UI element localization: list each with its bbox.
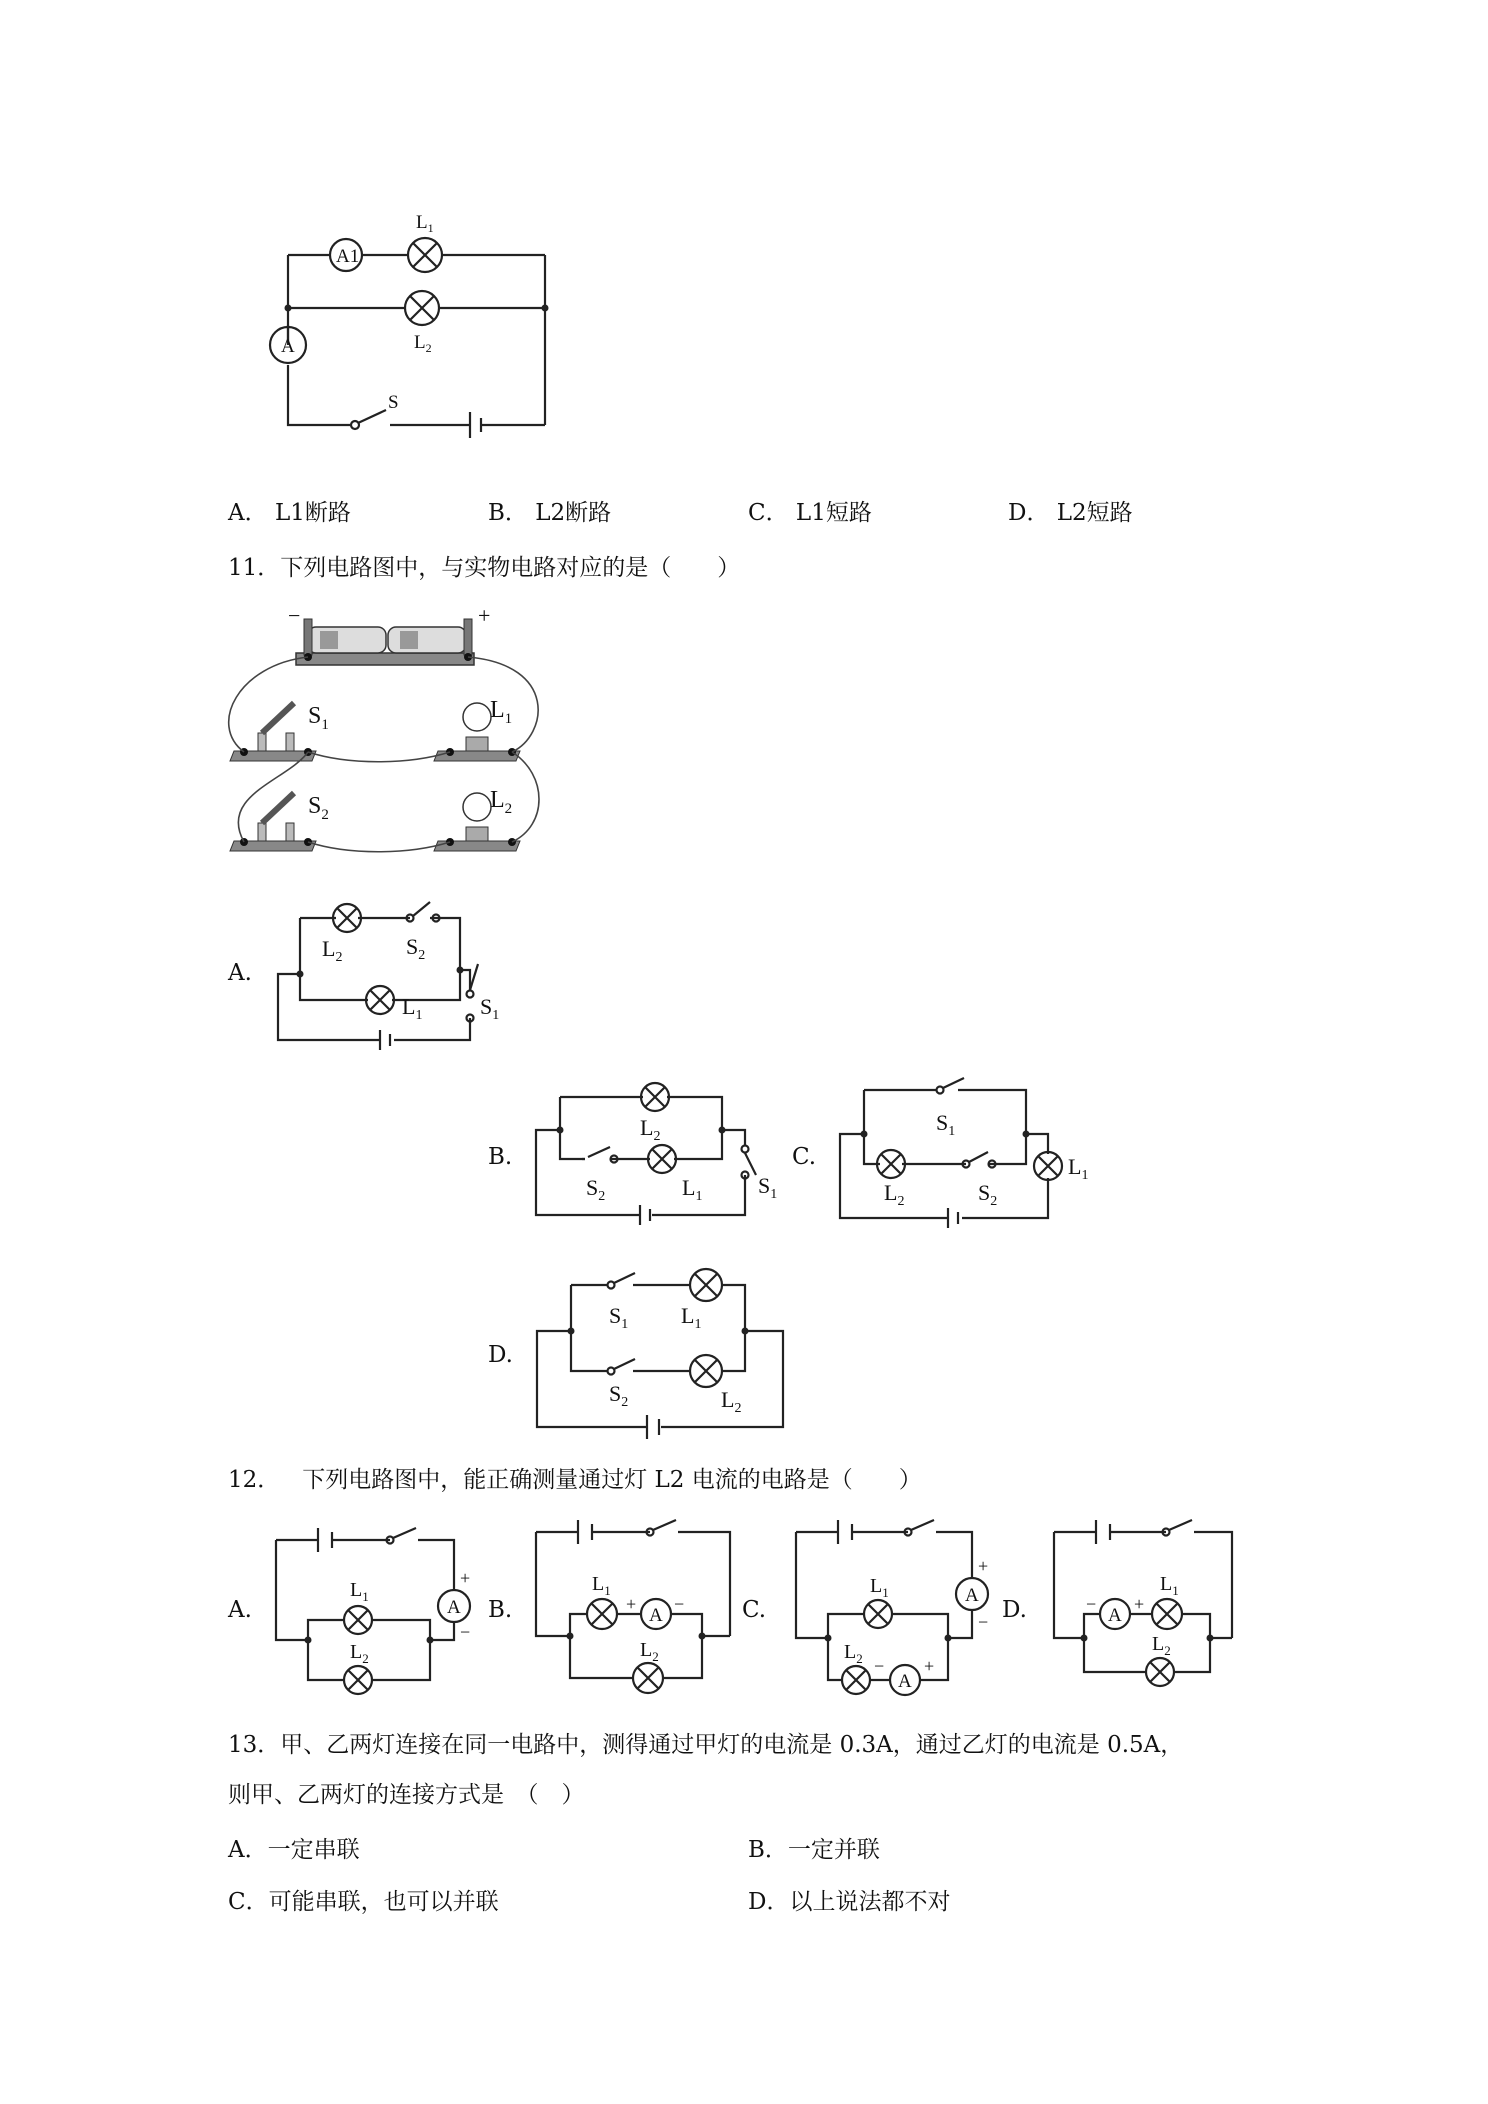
lamp-l2 [344,1666,372,1694]
s1-label: $S_1$ [758,1173,778,1202]
lamp-l1 [690,1269,722,1301]
q13-stem-line2: 则甲、乙两灯的连接方式是 （ ） [228,1782,585,1808]
l1-label: $L_1$ [1068,1154,1089,1183]
option-text: L2短路 [1056,500,1133,526]
question-text: 甲、乙两灯连接在同一电路中，测得通过甲灯的电流是 0.3A，通过乙灯的电流是 0.5A， [280,1732,1184,1758]
q12-option-c-label[interactable]: C. [742,1597,767,1623]
q11-option-d-circuit[interactable] [535,1265,795,1435]
switch-s-label: S [388,392,399,413]
switch-s1-label: $S_1$ [308,703,329,733]
option-key: D． [1008,500,1050,526]
battery [380,1030,390,1050]
lamp-l1 [408,238,442,272]
switch [1163,1520,1193,1536]
s2-label: $S_2$ [406,934,426,963]
l1-label: $L_1$ [350,1579,369,1604]
l2-label: $L_2$ [640,1115,661,1144]
option-text: 以上说法都不对 [789,1889,951,1915]
svg-text:A: A [898,1671,912,1692]
option-key: C． [228,1889,269,1915]
battery [948,1208,958,1228]
option-text: 一定并联 [787,1837,880,1863]
lamp-l1 [366,986,394,1014]
l2-label: $L_2$ [844,1641,863,1666]
battery-minus-label: − [288,603,301,628]
lamp-l2 [877,1150,905,1178]
lamp-l2 [633,1663,663,1693]
option-key: C． [748,500,789,526]
l2-label: $L_2$ [884,1180,905,1209]
lamp-l1 [648,1145,676,1173]
q10-circuit-figure [270,210,510,413]
q11-option-a-circuit[interactable] [270,890,510,1060]
battery [838,1520,852,1544]
question-number: 11． [228,555,281,581]
q11-option-a-label[interactable]: A. [228,960,252,986]
option-text: L2断路 [535,500,612,526]
ammeter [1100,1599,1130,1629]
option-text: L1短路 [795,500,872,526]
option-text: 可能串联，也可以并联 [268,1889,499,1915]
option-key: D． [748,1889,790,1915]
l2-label: $L_2$ [721,1387,742,1416]
question-text: 下列电路图中，与实物电路对应的是（ ） [280,555,741,581]
l1-label: $L_1$ [681,1303,702,1332]
lamp-l1 [864,1600,892,1628]
minus-terminal: − [874,1656,885,1676]
svg-text:A: A [649,1605,663,1626]
lamp-l2 [405,291,439,325]
switch-s2-label: $S_2$ [308,793,329,823]
q12-stem [228,1465,922,1495]
svg-text:A: A [965,1585,979,1606]
q12-option-b-circuit[interactable] [530,1512,760,1692]
switch-s2 [230,793,316,851]
lamp-l1 [1152,1599,1182,1629]
lamp-l1 [344,1606,372,1634]
svg-text:A: A [447,1597,461,1618]
battery [647,1415,659,1439]
q11-option-c-circuit[interactable] [838,1070,1098,1220]
switch [647,1520,677,1536]
q13-option-b[interactable] [748,1835,880,1865]
q11-option-d-label[interactable]: D. [488,1342,513,1368]
minus-terminal: − [460,1622,471,1642]
ammeter-top [956,1578,988,1610]
minus-terminal: − [978,1612,989,1632]
lamp-l1-label: $L_1$ [416,212,434,235]
switch-s1 [230,703,316,761]
minus-terminal: − [1086,1594,1097,1614]
q11-option-c-label[interactable]: C. [792,1144,817,1170]
s2-label: $S_2$ [978,1180,998,1209]
lamp-l1 [1034,1152,1062,1180]
lamp-l2 [641,1083,669,1111]
l1-label: $L_1$ [592,1573,611,1598]
q10-option-d[interactable] [1008,498,1133,528]
option-key: A． [228,500,268,526]
q10-option-b[interactable] [488,498,611,528]
l2-label: $L_2$ [640,1639,659,1664]
ammeter-bottom [890,1665,920,1695]
ammeter [438,1590,470,1622]
s1-label: $S_1$ [480,994,500,1023]
switch-s2 [608,1359,636,1375]
lamp-l2 [333,904,361,932]
option-text: L1断路 [274,500,351,526]
plus-terminal: + [626,1594,637,1614]
switch [387,1528,417,1544]
q12-option-a-label[interactable]: A. [228,1597,252,1623]
switch-s2 [963,1152,996,1168]
battery-plus-label: + [478,603,491,628]
lamp-l2-photo-label: $L_2$ [490,787,513,817]
l1-label: $L_1$ [1160,1573,1179,1598]
l1-label: $L_1$ [402,994,423,1023]
s1-label: $S_1$ [609,1303,629,1332]
q12-option-a-circuit[interactable] [270,1520,490,1690]
lamp-l1-photo-label: $L_1$ [490,697,513,727]
battery [578,1520,592,1544]
minus-terminal: − [674,1594,685,1614]
q12-option-b-label[interactable]: B. [488,1597,513,1623]
l1-label: $L_1$ [682,1175,703,1204]
ammeter [641,1599,671,1629]
lamp-l2 [690,1355,722,1387]
plus-terminal: + [978,1556,989,1576]
q10-option-c[interactable] [748,498,872,528]
switch-s1 [608,1273,636,1289]
l2-label: $L_2$ [322,936,343,965]
q10-option-a[interactable] [228,498,351,528]
plus-terminal: + [460,1568,471,1588]
option-key: B． [748,1837,788,1863]
q12-option-c-circuit[interactable] [790,1512,1020,1692]
question-number: 13． [228,1732,281,1758]
q13-option-c[interactable] [228,1887,499,1917]
switch-s1 [742,1146,757,1179]
switch [905,1520,935,1536]
battery [640,1205,650,1225]
switch-s1 [467,964,479,1022]
q12-option-d-label[interactable]: D. [1002,1597,1027,1623]
option-key: A． [228,1837,268,1863]
switch-s [351,410,386,429]
lamp-l2 [1146,1658,1174,1686]
plus-terminal: + [924,1656,935,1676]
l2-label: $L_2$ [1152,1633,1171,1658]
question-number: 12． [228,1467,281,1493]
battery [470,412,481,438]
s1-label: $S_1$ [936,1110,956,1139]
q13-option-d[interactable] [748,1887,950,1917]
q11-option-b-circuit[interactable] [530,1075,790,1225]
s2-label: $S_2$ [609,1381,629,1410]
battery [1096,1520,1110,1544]
q11-option-b-label[interactable]: B. [488,1144,513,1170]
lamp-l2-label: $L_2$ [414,332,432,355]
q13-option-a[interactable] [228,1835,360,1865]
q11-physical-circuit [228,605,558,865]
battery [318,1528,332,1552]
question-text: 下列电路图中，能正确测量通过灯 L2 电流的电路是（ ） [302,1467,922,1493]
l2-label: $L_2$ [350,1641,369,1666]
q12-option-d-circuit[interactable] [1048,1512,1268,1682]
s2-label: $S_2$ [586,1175,606,1204]
lamp-l1 [587,1599,617,1629]
plus-terminal: + [1134,1594,1145,1614]
l1-label: $L_1$ [870,1575,889,1600]
q11-stem [228,553,740,583]
switch-s1 [937,1078,965,1094]
option-text: 一定串联 [267,1837,360,1863]
ammeter-a-label: A [281,336,295,357]
svg-text:A: A [1108,1605,1122,1626]
switch-s2 [582,1147,618,1163]
ammeter-a1-label: A1 [336,246,360,267]
lamp-l2 [842,1666,870,1694]
q13-stem-line1 [228,1730,1183,1760]
option-key: B． [488,500,528,526]
battery-holder [296,619,474,665]
